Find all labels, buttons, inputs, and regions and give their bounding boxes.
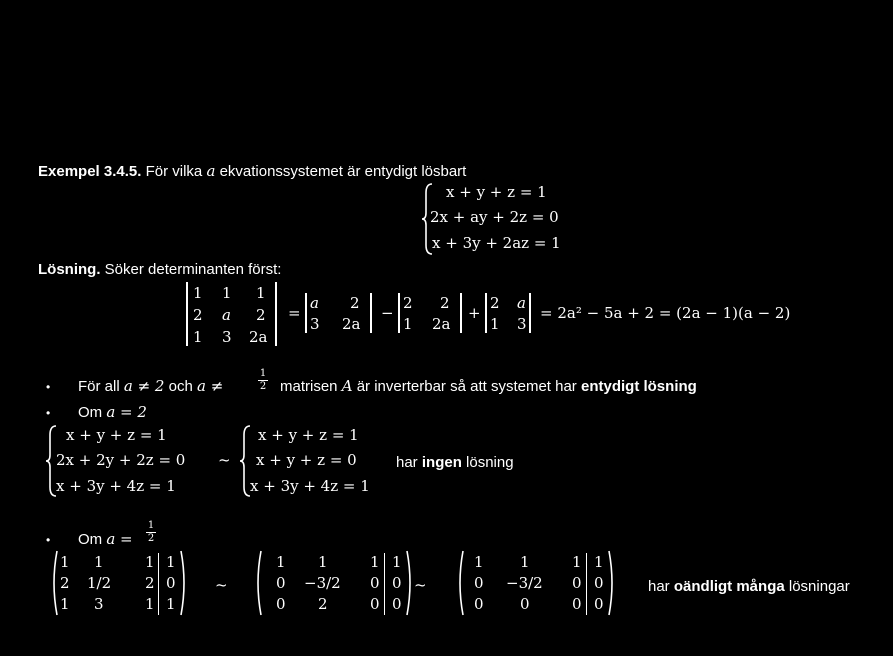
m3-cell: 0 xyxy=(474,595,484,613)
det-cell: a xyxy=(222,306,231,324)
question-pre: För vilka xyxy=(145,163,203,180)
case2-result-bold: ingen xyxy=(421,454,462,471)
equivalence-tilde: ~ xyxy=(218,451,231,469)
minor1-cell: 3 xyxy=(310,315,320,333)
minor3-bar-left xyxy=(485,293,487,333)
det-cell: 1 xyxy=(193,284,203,302)
m3-cell: 0 xyxy=(594,595,604,613)
bullet-dot: • xyxy=(46,533,51,547)
bullet1-pre: För all xyxy=(78,378,120,395)
m1-cell: 2 xyxy=(60,574,70,592)
m3-paren-right xyxy=(608,550,616,616)
m2-cell: 1 xyxy=(392,553,402,571)
case3-result xyxy=(648,579,850,594)
det-bar-left xyxy=(186,282,188,346)
m2-cell: 1 xyxy=(370,553,380,571)
case2-result xyxy=(396,455,514,470)
det-cell: 3 xyxy=(222,328,232,346)
m3-cell: 0 xyxy=(594,574,604,592)
det-cell: 1 xyxy=(222,284,232,302)
m2-paren-right xyxy=(406,550,414,616)
m3-cell: 1 xyxy=(594,553,604,571)
case2-right-eq-2: x + y + z = 0 xyxy=(256,451,357,469)
bullet1-A: A xyxy=(341,377,353,395)
bullet-dot: • xyxy=(46,406,51,420)
det-cell: 2a xyxy=(249,328,268,346)
m1-cell: 1 xyxy=(94,553,104,571)
example-line xyxy=(38,164,466,179)
m3-cell: 0 xyxy=(520,595,530,613)
minor1-cell: 2a xyxy=(342,315,361,333)
m1-cell: 1/2 xyxy=(87,574,112,592)
m2-cell: 0 xyxy=(370,574,380,592)
minor1-bar-right xyxy=(370,293,372,333)
minor1-cell: a xyxy=(310,294,319,312)
system-eq-2: 2x + ay + 2z = 0 xyxy=(430,208,559,226)
m2-cell: 2 xyxy=(318,595,328,613)
case2-result-post: lösning xyxy=(466,454,514,471)
bullet2-pre: Om xyxy=(78,404,103,421)
example-heading: Exempel 3.4.5. xyxy=(38,163,142,180)
plus-sign: + xyxy=(468,304,481,322)
m1-cell: 1 xyxy=(145,553,155,571)
minor3-bar-right xyxy=(529,293,531,333)
m1-cell: 1 xyxy=(60,595,70,613)
determinant-result: = 2a² − 5a + 2 = (2a − 1)(a − 2) xyxy=(540,304,791,322)
case3-result-pre: har xyxy=(648,578,670,595)
m2-cell: 1 xyxy=(276,553,286,571)
bullet-dot: • xyxy=(46,380,51,394)
det-bar-right xyxy=(275,282,277,346)
m3-augment-bar xyxy=(586,553,587,615)
m1-cell: 1 xyxy=(166,595,176,613)
m2-cell: 0 xyxy=(276,574,286,592)
bullet1-mid2: är inverterbar så att systemet har xyxy=(356,378,577,395)
row-equivalence-tilde: ~ xyxy=(414,576,427,594)
m3-cell: 0 xyxy=(572,595,582,613)
fraction-numerator: 1 xyxy=(259,368,267,379)
bullet1-cond2: a ≠ xyxy=(196,377,224,395)
minor2-cell: 2a xyxy=(432,315,451,333)
m3-paren-left xyxy=(456,550,464,616)
bullet1-cond1: a ≠ 2 xyxy=(123,377,165,395)
case2-left-eq-1: x + y + z = 1 xyxy=(66,426,167,444)
equals-sign: = xyxy=(288,304,301,322)
m1-cell: 3 xyxy=(94,595,104,613)
case2-left-eq-3: x + 3y + 4z = 1 xyxy=(56,477,176,495)
case2-left-eq-2: 2x + 2y + 2z = 0 xyxy=(56,451,186,469)
m3-cell: −3/2 xyxy=(506,574,543,592)
minor1-cell: 2 xyxy=(350,294,360,312)
bullet-1 xyxy=(78,379,223,394)
m3-cell: 1 xyxy=(520,553,530,571)
case2-right-eq-3: x + 3y + 4z = 1 xyxy=(250,477,370,495)
fraction-half xyxy=(146,521,156,544)
m1-cell: 0 xyxy=(166,574,176,592)
m2-cell: 0 xyxy=(392,574,402,592)
question-var: a xyxy=(206,162,216,180)
minus-sign: − xyxy=(381,304,394,322)
fraction-half xyxy=(258,369,268,392)
fraction-denominator: 2 xyxy=(147,533,155,544)
bullet1-och: och xyxy=(168,378,193,395)
m1-cell: 1 xyxy=(166,553,176,571)
case3-result-bold: oändligt många xyxy=(673,578,785,595)
case2-result-pre: har xyxy=(396,454,418,471)
m1-paren-right xyxy=(180,550,188,616)
bullet1-bold: entydigt lösning xyxy=(580,378,697,395)
row-equivalence-tilde: ~ xyxy=(215,576,228,594)
system-eq-3: x + 3y + 2az = 1 xyxy=(432,234,561,252)
m1-cell: 1 xyxy=(60,553,70,571)
m1-augment-bar xyxy=(158,553,159,615)
system-eq-1: x + y + z = 1 xyxy=(446,183,547,201)
solution-text: Söker determinanten först: xyxy=(104,261,282,278)
m2-cell: 0 xyxy=(276,595,286,613)
det-cell: 1 xyxy=(193,328,203,346)
minor3-cell: 2 xyxy=(490,294,500,312)
minor2-cell: 2 xyxy=(440,294,450,312)
minor1-bar-left xyxy=(305,293,307,333)
minor2-bar-right xyxy=(460,293,462,333)
minor2-cell: 2 xyxy=(403,294,413,312)
m3-cell: 1 xyxy=(572,553,582,571)
solution-line xyxy=(38,262,281,277)
det-cell: 1 xyxy=(256,284,266,302)
case2-right-eq-1: x + y + z = 1 xyxy=(258,426,359,444)
fraction-denominator: 2 xyxy=(259,381,267,392)
m2-augment-bar xyxy=(384,553,385,615)
bullet-2 xyxy=(78,405,147,420)
m2-cell: 1 xyxy=(318,553,328,571)
det-cell: 2 xyxy=(256,306,266,324)
case3-result-post: lösningar xyxy=(788,578,850,595)
m3-cell: 0 xyxy=(474,574,484,592)
fraction-numerator: 1 xyxy=(147,520,155,531)
m2-cell: 0 xyxy=(370,595,380,613)
bullet-1-rest xyxy=(280,379,697,394)
bullet3-pre: Om xyxy=(78,531,103,548)
m3-cell: 0 xyxy=(572,574,582,592)
m2-cell: 0 xyxy=(392,595,402,613)
m2-cell: −3/2 xyxy=(304,574,341,592)
bullet3-cond: a = xyxy=(106,530,133,548)
minor2-cell: 1 xyxy=(403,315,413,333)
question-post: ekvationssystemet är entydigt lösbart xyxy=(219,163,467,180)
minor3-cell: a xyxy=(517,294,526,312)
det-cell: 2 xyxy=(193,306,203,324)
solution-heading: Lösning. xyxy=(38,261,101,278)
bullet-3 xyxy=(78,532,133,547)
minor2-bar-left xyxy=(398,293,400,333)
m1-cell: 2 xyxy=(145,574,155,592)
m1-paren-left xyxy=(50,550,58,616)
m3-cell: 1 xyxy=(474,553,484,571)
m2-paren-left xyxy=(254,550,262,616)
bullet1-mid1: matrisen xyxy=(280,378,338,395)
minor3-cell: 3 xyxy=(517,315,527,333)
minor3-cell: 1 xyxy=(490,315,500,333)
bullet2-cond: a = 2 xyxy=(106,403,147,421)
m1-cell: 1 xyxy=(145,595,155,613)
